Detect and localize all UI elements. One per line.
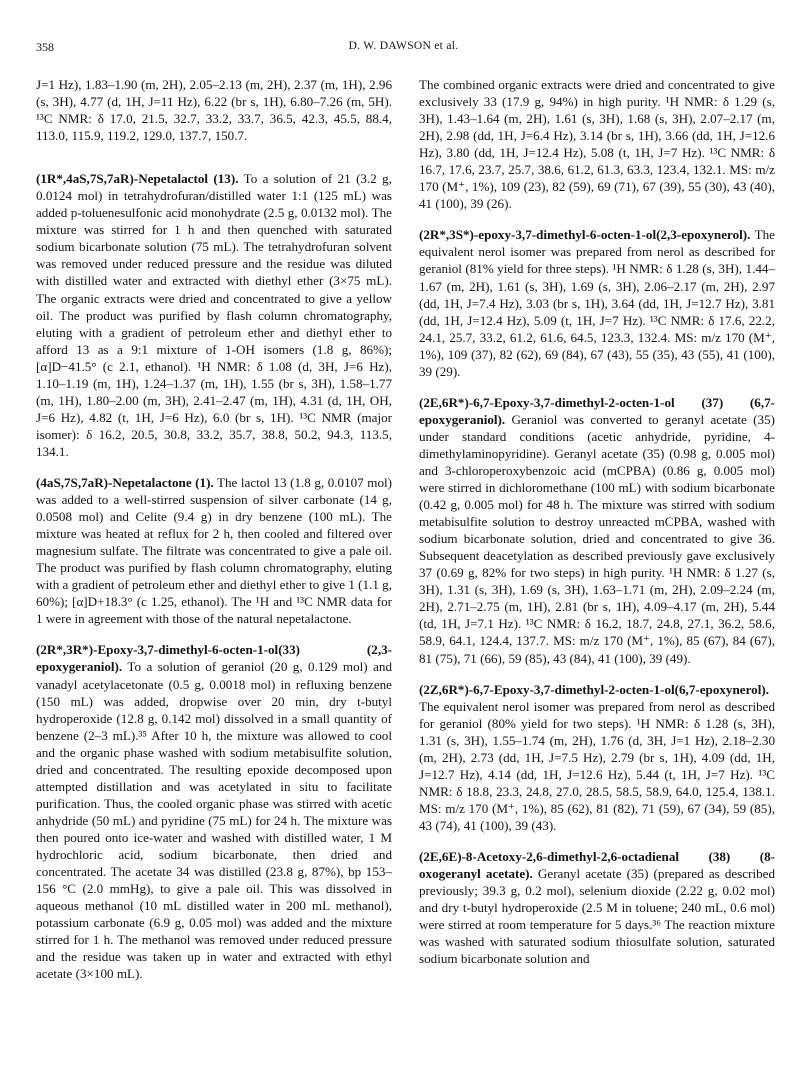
paragraph <box>419 681 775 834</box>
paragraph-body: Geranyl acetate (35) (prepared as described previously; 39.3 g, 0.2 mol), selenium dioxide (2.22 g, 0.02 mol) and dry t-butyl hydroperoxide (2.5 M in toluene; 240 mL, 0.6 mol) were stirred at room temperature for 5 days.³⁶ The reaction mixture was washed with saturated sodium thiosulfate solution, saturated sodium bicarbonate solution and <box>419 866 775 967</box>
paragraph-body: The equivalent nerol isomer was prepared from nerol as described for geraniol (80% yield for two steps). ¹H NMR: δ 1.28 (s, 3H), 1.31 (s, 3H), 1.55–1.74 (m, 2H), 1.76 (d, 3H, J=1 Hz), 2.18–2.30 (m, 2H), 2.73 (dd, 1H, J=7.5 Hz), 2.79 (br s, 1H), 4.09 (dd, 1H, J=12.7 Hz), 4.14 (dd, 1H, J=12.6 Hz), 5.44 (t, 1H, J=7 Hz). ¹³C NMR: δ 18.8, 23.3, 24.8, 27.0, 28.5, 58.5, 58.9, 64.0, 125.4, 138.1. MS: m/z 170 (M⁺, 1%), 85 (62), 81 (82), 71 (59), 67 (34), 59 (85), 43 (74), 41 (100), 39 (43). <box>419 698 775 833</box>
paragraph <box>36 170 392 460</box>
paragraph-body: J=1 Hz), 1.83–1.90 (m, 2H), 2.05–2.13 (m, 2H), 2.37 (m, 1H), 2.96 (s, 3H), 4.77 (d, 1H, J=11 Hz), 6.22 (br s, 1H), 6.80–7.26 (m, 5H). ¹³C NMR: δ 17.0, 21.5, 32.7, 33.2, 33.7, 36.5, 42.3, 45.5, 88.4, 113.0, 115.9, 119.2, 129.0, 137.7, 150.7. <box>36 77 392 144</box>
paragraph-body: The equivalent nerol isomer was prepared from nerol as described for geraniol (81% yield for three steps). ¹H NMR: δ 1.28 (s, 3H), 1.44–1.67 (m, 2H), 1.61 (s, 3H), 1.69 (s, 3H), 2.06–2.17 (m, 2H), 2.97 (dd, 1H, J=7.4 Hz), 3.03 (br s, 1H), 3.64 (dd, 1H, J=12.7 Hz), 3.81 (dd, 1H, J=12.4 Hz), 5.09 (t, 1H, J=7 Hz). ¹³C NMR: δ 17.6, 22.2, 24.1, 25.7, 33.2, 61.2, 61.6, 64.5, 123.3, 132.4. MS: m/z 170 (M⁺, 1%), 109 (37), 82 (62), 69 (84), 67 (43), 55 (35), 43 (55), 41 (100), 39 (29). <box>419 227 775 379</box>
section-heading: (2E,6E)-8-Acetoxy-2,6-dimethyl-2,6-octadienal (38) (8-oxogeranyl acetate). <box>419 848 775 882</box>
paragraph-body: Geraniol was converted to geranyl acetate (35) under standard conditions (acetic anhydride, pyridine, 4-dimethylaminopyridine). Geranyl acetate (35) (0.98 g, 0.005 mol) and 3-chloroperoxybenzoic acid (mCPBA) (0.86 g, 0.005 mol) were stirred in dichloromethane (100 mL) with sodium bicarbonate (0.42 g, 0.005 mol) for 48 h. The mixture was stirred with sodium metabisulfite solution to destroy unreacted mCPBA, washed with sodium bicarbonate solution, dried and concentrated to give 36. Subsequent deacetylation as described previously gave exclusively 37 (0.69 g, 82% for two steps) in high purity. ¹H NMR: δ 1.27 (s, 3H), 1.31 (s, 3H), 1.69 (s, 3H), 1.63–1.71 (m, 2H), 2.09–2.24 (m, 2H), 2.71–2.75 (m, 1H), 2.81 (br s, 1H), 4.09–4.17 (m, 2H), 5.44 (td, 1H, J=7.1 Hz). ¹³C NMR: δ 16.2, 18.7, 24.8, 27.1, 36.2, 58.6, 58.9, 64.1, 124.4, 137.7. MS: m/z 170 (M⁺, 1%), 85 (67), 84 (67), 81 (75), 71 (66), 59 (85), 43 (84), 41 (100), 39 (49). <box>419 411 775 666</box>
paragraph-body: To a solution of geraniol (20 g, 0.129 mol) and vanadyl acetylacetonate (0.5 g, 0.0018 mol) in refluxing benzene (150 mL) was added, dropwise over 20 min, dry t-butyl hydroperoxide (12.8 g, 0.142 mol) dissolved in a small quantity of benzene (2–3 mL).³⁵ After 10 h, the mixture was allowed to cool and the organic phase washed with sodium metabisulfite solution, dried and concentrated. The resulting epoxide decomposed upon attempted distillation and was acetylated in situ to facilitate purification. Thus, the cooled organic phase was stirred with acetic anhydride (50 mL) and pyridine (75 mL) for 24 h. The mixture was then poured onto ice-water and washed with distilled water, 1 M hydrochloric acid, sodium bicarbonate, then dried and concentrated. The acetate 34 was distilled (23.8 g, 87%), bp 153–156 °C (2.0 mmHg), to give a pale oil. This was dissolved in aqueous methanol (10 mL distilled water in 200 mL methanol), potassium carbonate (6.9 g, 0.05 mol) was added and the mixture stirred for 1 h. The methanol was removed under reduced pressure and the residue was taken up in water and extracted with ethyl acetate (3×100 mL). <box>36 659 392 982</box>
section-heading: (2R*,3R*)-Epoxy-3,7-dimethyl-6-octen-1-ol(33) (2,3-epoxygeraniol). <box>36 642 392 675</box>
section-heading: (1R*,4aS,7S,7aR)-Nepetalactol (13). <box>36 171 239 187</box>
paragraph <box>36 474 392 627</box>
paragraph <box>419 848 775 967</box>
paragraph <box>419 76 775 212</box>
paragraph-body: The combined organic extracts were dried and concentrated to give exclusively 33 (17.9 g, 94%) in high purity. ¹H NMR: δ 1.29 (s, 3H), 1.43–1.64 (m, 2H), 1.61 (s, 3H), 1.68 (s, 3H), 2.07–2.17 (m, 2H), 2.98 (dd, 1H, J=6.4 Hz), 3.14 (br s, 1H), 3.66 (dd, 1H, J=12.6 Hz), 3.80 (dd, 1H, J=12.4 Hz), 5.08 (t, 1H, J=7 Hz). ¹³C NMR: δ 16.7, 17.6, 23.7, 25.7, 38.6, 61.2, 61.3, 63.3, 123.4, 132.1. MS: m/z 170 (M⁺, 1%), 109 (23), 82 (59), 69 (71), 67 (39), 55 (30), 43 (40), 41 (100), 39 (26). <box>419 77 775 212</box>
left-column <box>36 76 392 996</box>
right-column <box>419 76 775 981</box>
paragraph-body: To a solution of 21 (3.2 g, 0.0124 mol) in tetrahydrofuran/distilled water 1:1 (125 mL) was added p-toluenesulfonic acid monohydrate (2.5 g, 0.0132 mol). The mixture was stirred for 1 h and then quenched with saturated sodium bicarbonate solution (75 mL). The tetrahydrofuran solvent was removed under reduced pressure and the residue was diluted with distilled water and extracted with diethyl ether (3×75 mL). The organic extracts were dried and concentrated to give a yellow oil. The product was purified by flash column chromatography, eluting with a gradient of petroleum ether and diethyl ether to afford 13 as a 9:1 mixture of 1-OH isomers (1.8 g, 86%); [α]D−41.5° (c 2.1, ethanol). ¹H NMR: δ 1.08 (d, 3H, J=6 Hz), 1.10–1.19 (m, 1H), 1.24–1.37 (m, 1H), 1.55 (br s, 3H), 1.58–1.77 (m, 1H), 1.80–2.00 (m, 3H), 2.41–2.47 (m, 1H), 4.31 (d, 1H, OH, J=6 Hz), 4.82 (t, 1H, J=6 Hz), 6.0 (br s, 1H). ¹³C NMR (major isomer): δ 16.2, 20.5, 30.8, 33.2, 35.7, 38.8, 50.2, 94.3, 113.5, 134.1. <box>36 171 392 459</box>
paragraph <box>36 76 392 144</box>
section-heading: (4aS,7S,7aR)-Nepetalactone (1). <box>36 474 214 490</box>
paragraph-body: The lactol 13 (1.8 g, 0.0107 mol) was added to a well-stirred suspension of silver carbonate (14 g, 0.0508 mol) and Celite (9.4 g) in dry benzene (100 mL). The mixture was heated at reflux for 2 h, then cooled and filtered over magnesium sulfate. The filtrate was concentrated to give a pale oil. The product was purified by flash column chromatography, eluting with a gradient of petroleum ether and diethyl ether to give 1 (1.1 g, 60%); [α]D+18.3° (c 1.25, ethanol). The ¹H and ¹³C NMR data for 1 were in agreement with those of the natural nepetalactone. <box>36 474 392 627</box>
section-heading: (2E,6R*)-6,7-Epoxy-3,7-dimethyl-2-octen-1-ol (37) (6,7-epoxygeraniol). <box>419 394 775 427</box>
page-number: 358 <box>36 40 54 54</box>
running-head: D. W. DAWSON et al. <box>348 40 459 52</box>
section-heading: (2Z,6R*)-6,7-Epoxy-3,7-dimethyl-2-octen-1-ol(6,7-epoxynerol). <box>419 681 769 697</box>
paragraph <box>36 641 392 982</box>
paragraph <box>419 226 775 379</box>
paragraph <box>419 394 775 667</box>
section-heading: (2R*,3S*)-epoxy-3,7-dimethyl-6-octen-1-ol(2,3-epoxynerol). <box>419 227 751 243</box>
